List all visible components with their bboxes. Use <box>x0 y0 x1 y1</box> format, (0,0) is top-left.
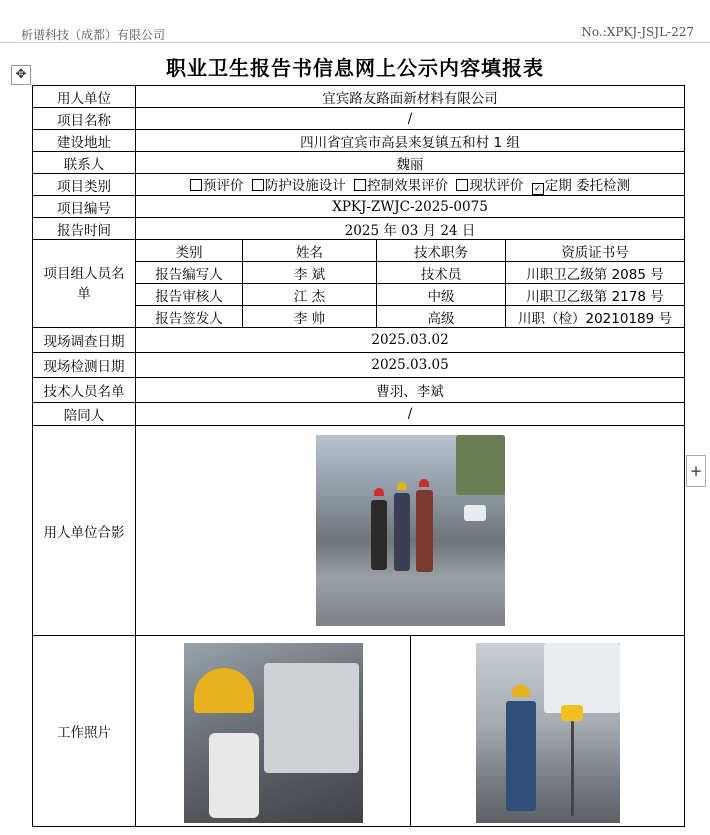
member-title[interactable]: 技术员 <box>377 262 506 284</box>
member-cert[interactable]: 川职卫乙级第 2178 号 <box>506 284 685 306</box>
row-test-date <box>33 353 685 378</box>
members-label: 项目组人员名单 <box>33 240 136 328</box>
group-photo-cell[interactable] <box>136 426 685 636</box>
row-survey-date <box>33 328 685 353</box>
test-date-label: 现场检测日期 <box>33 353 136 378</box>
row-project-name <box>33 108 685 130</box>
address-label: 建设地址 <box>33 130 136 152</box>
group-photo-label: 用人单位合影 <box>33 426 136 636</box>
category-label: 项目类别 <box>33 174 136 196</box>
row-escort <box>33 403 685 426</box>
category-options <box>136 174 685 196</box>
hardhat-yellow <box>194 668 254 713</box>
checkbox-status-evaluation[interactable] <box>456 179 468 191</box>
work-photo-image-1 <box>184 643 363 823</box>
members-header-role: 类别 <box>136 240 243 262</box>
unit-value[interactable]: 宜宾路友路面新材料有限公司 <box>136 86 685 108</box>
checkbox-pre-evaluation[interactable] <box>190 179 202 191</box>
checkbox-protection-design[interactable] <box>252 179 264 191</box>
option-control-evaluation[interactable]: 控制效果评价 <box>354 178 448 194</box>
form-title: 职业卫生报告书信息网上公示内容填报表 <box>166 56 544 80</box>
project-no-label: 项目编号 <box>33 196 136 218</box>
report-time-label: 报告时间 <box>33 218 136 240</box>
hardhat-red <box>419 479 429 487</box>
hardhat-red <box>374 488 384 496</box>
worker-figure <box>506 701 536 811</box>
page-header <box>0 0 710 44</box>
info-form-table <box>32 85 685 827</box>
hardhat-yellow <box>397 482 407 490</box>
row-report-time <box>33 218 685 240</box>
row-group-photo <box>33 426 685 636</box>
survey-date-label: 现场调查日期 <box>33 328 136 353</box>
row-contact <box>33 152 685 174</box>
member-title[interactable]: 高级 <box>377 306 506 328</box>
detector-device <box>209 733 259 818</box>
member-name[interactable]: 李 斌 <box>243 262 377 284</box>
member-title[interactable]: 中级 <box>377 284 506 306</box>
ac-unit <box>464 505 486 521</box>
survey-date-value[interactable]: 2025.03.02 <box>136 328 685 353</box>
machine-drum <box>264 663 359 773</box>
checkbox-control-evaluation[interactable] <box>354 179 366 191</box>
tech-staff-value[interactable]: 曹羽、李斌 <box>136 378 685 403</box>
option-periodic-testing[interactable]: ✓ 定期 委托检测 <box>532 178 630 194</box>
tree-foliage <box>456 435 505 495</box>
work-photo-label: 工作照片 <box>33 636 136 827</box>
row-address <box>33 130 685 152</box>
project-name-label: 项目名称 <box>33 108 136 130</box>
work-photo-cell-1[interactable] <box>136 636 411 827</box>
member-role: 报告编写人 <box>136 262 243 284</box>
cabinet <box>544 643 620 713</box>
option-status-evaluation[interactable]: 现状评价 <box>456 178 523 194</box>
work-photo-cell-2[interactable] <box>411 636 685 827</box>
unit-label: 用人单位 <box>33 86 136 108</box>
row-project-no <box>33 196 685 218</box>
person-figure <box>394 493 410 571</box>
person-figure <box>371 500 387 570</box>
member-name[interactable]: 李 帅 <box>243 306 377 328</box>
contact-label: 联系人 <box>33 152 136 174</box>
add-column-icon[interactable]: + <box>686 455 706 487</box>
escort-value[interactable]: / <box>136 403 685 426</box>
project-name-value[interactable]: / <box>136 108 685 130</box>
row-tech-staff <box>33 378 685 403</box>
member-name[interactable]: 江 杰 <box>243 284 377 306</box>
member-cert[interactable]: 川职卫乙级第 2085 号 <box>506 262 685 284</box>
tech-staff-label: 技术人员名单 <box>33 378 136 403</box>
sampler-device <box>561 705 583 721</box>
members-header-title: 技术职务 <box>377 240 506 262</box>
option-protection-design[interactable]: 防护设施设计 <box>252 178 346 194</box>
member-role: 报告签发人 <box>136 306 243 328</box>
tripod <box>571 721 574 816</box>
members-header-cert: 资质证书号 <box>506 240 685 262</box>
member-role: 报告审核人 <box>136 284 243 306</box>
member-cert[interactable]: 川职（检）20210189 号 <box>506 306 685 328</box>
row-unit <box>33 86 685 108</box>
hardhat-yellow <box>512 685 530 697</box>
table-move-handle-icon[interactable]: ✥ <box>11 65 31 85</box>
row-work-photos <box>33 636 685 827</box>
checkbox-periodic-testing-checked[interactable]: ✓ <box>532 183 544 195</box>
row-category <box>33 174 685 196</box>
test-date-value[interactable]: 2025.03.05 <box>136 353 685 378</box>
person-figure <box>416 490 433 572</box>
members-header-name: 姓名 <box>243 240 377 262</box>
group-photo-image <box>316 435 505 626</box>
members-header-row <box>33 240 685 262</box>
escort-label: 陪同人 <box>33 403 136 426</box>
header-divider <box>0 42 710 43</box>
project-no-value[interactable]: XPKJ-ZWJC-2025-0075 <box>136 196 685 218</box>
report-time-value[interactable]: 2025 年 03 月 24 日 <box>136 218 685 240</box>
address-value[interactable]: 四川省宜宾市高县来复镇五和村 1 组 <box>136 130 685 152</box>
contact-value[interactable]: 魏丽 <box>136 152 685 174</box>
option-pre-evaluation[interactable]: 预评价 <box>190 178 244 194</box>
company-name: 析谱科技（成都）有限公司 <box>21 28 166 42</box>
document-number: No.:XPKJ-JSJL-227 <box>581 25 694 39</box>
work-photo-image-2 <box>476 643 620 823</box>
